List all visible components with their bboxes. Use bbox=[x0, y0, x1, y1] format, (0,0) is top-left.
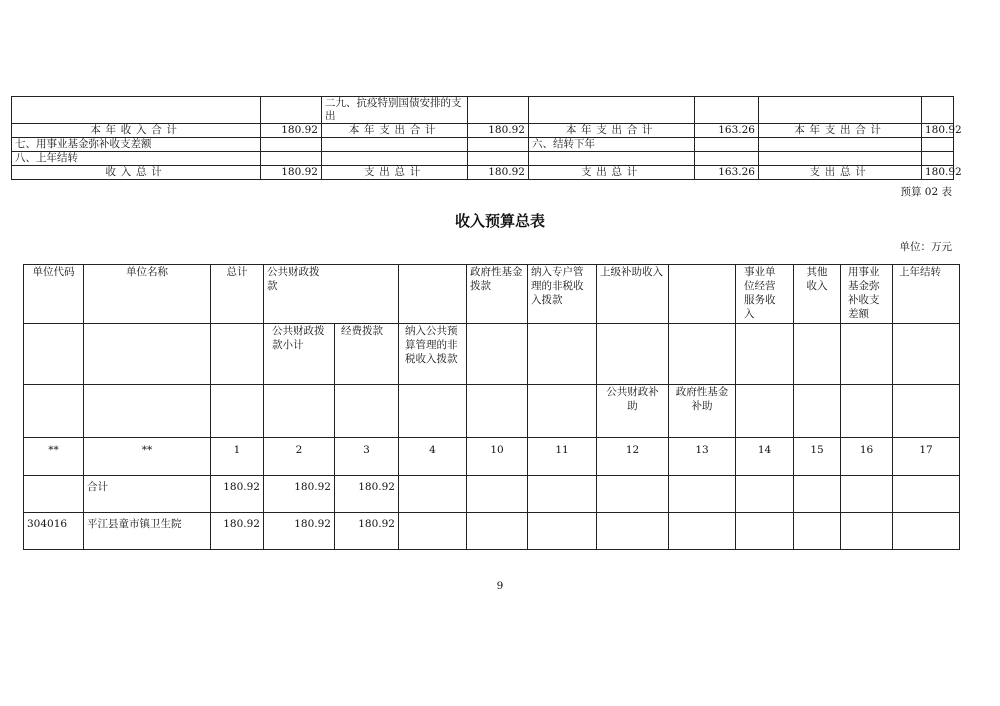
expense-allocation-cell: 180.92 bbox=[335, 476, 399, 513]
header-non-tax: 纳入公共预算管理的非税收入拨款 bbox=[399, 324, 467, 385]
index-cell: 4 bbox=[399, 438, 467, 476]
index-cell: 10 bbox=[467, 438, 528, 476]
header-public-fiscal-subtotal: 公共财政拨款小计 bbox=[264, 324, 335, 385]
expense-grand-total-label: 支出总计 bbox=[529, 166, 695, 180]
header-public-fiscal-subsidy: 公共财政补助 bbox=[597, 385, 669, 438]
income-item: 八、上年结转 bbox=[12, 152, 261, 166]
expense-total-value: 163.26 bbox=[695, 124, 759, 138]
expense-grand-total-value: 163.26 bbox=[695, 166, 759, 180]
index-cell: 11 bbox=[528, 438, 597, 476]
header-row bbox=[24, 265, 960, 324]
index-row bbox=[24, 438, 960, 476]
table-code: 预算 02 表 bbox=[900, 186, 952, 198]
page-number: 9 bbox=[496, 580, 504, 592]
header-unit-name: 单位名称 bbox=[84, 265, 211, 324]
index-cell: 13 bbox=[669, 438, 736, 476]
index-cell: 2 bbox=[264, 438, 335, 476]
unit-name-cell: 合计 bbox=[84, 476, 211, 513]
header-business-income: 事业单位经营服务收入 bbox=[736, 265, 794, 324]
header-fund-balance: 用事业基金弥补收支差额 bbox=[841, 265, 893, 324]
header-gov-fund: 政府性基金拨款 bbox=[467, 265, 528, 324]
income-grand-total-value: 180.92 bbox=[261, 166, 322, 180]
expense-total-value: 180.92 bbox=[922, 124, 954, 138]
unit-name-cell: 平江县童市镇卫生院 bbox=[84, 513, 211, 550]
header-superior-subsidy: 上级补助收入 bbox=[597, 265, 669, 324]
expense-grand-total-value: 180.92 bbox=[922, 166, 954, 180]
header-special-non-tax: 纳入专户管理的非税收入拨款 bbox=[528, 265, 597, 324]
index-cell: 16 bbox=[841, 438, 893, 476]
unit-label: 单位：万元 bbox=[899, 241, 952, 253]
table-row bbox=[12, 166, 954, 180]
expense-total-label: 本年支出合计 bbox=[759, 124, 922, 138]
index-cell: 12 bbox=[597, 438, 669, 476]
index-cell: ** bbox=[24, 438, 84, 476]
table-row bbox=[12, 152, 954, 166]
expense-total-label: 本年支出合计 bbox=[322, 124, 468, 138]
table-row bbox=[12, 124, 954, 138]
header-row bbox=[24, 324, 960, 385]
expense-grand-total-label: 支出总计 bbox=[322, 166, 468, 180]
public-subtotal-cell: 180.92 bbox=[264, 513, 335, 550]
income-budget-table bbox=[23, 264, 960, 550]
unit-code-cell: 304016 bbox=[24, 513, 84, 550]
index-cell: 1 bbox=[211, 438, 264, 476]
total-cell: 180.92 bbox=[211, 513, 264, 550]
table-row bbox=[12, 138, 954, 152]
table-row bbox=[24, 513, 960, 550]
expense-item: 二九、抗疫特别国债安排的支出 bbox=[322, 97, 468, 124]
unit-code-cell bbox=[24, 476, 84, 513]
total-cell: 180.92 bbox=[211, 476, 264, 513]
expense-item: 六、结转下年 bbox=[529, 138, 695, 152]
index-cell: 15 bbox=[794, 438, 841, 476]
expense-summary-continuation-table bbox=[11, 96, 962, 180]
income-grand-total-label: 收入总计 bbox=[12, 166, 261, 180]
table-row bbox=[12, 97, 954, 124]
header-prev-year: 上年结转 bbox=[893, 265, 960, 324]
expense-allocation-cell: 180.92 bbox=[335, 513, 399, 550]
header-gov-fund-subsidy: 政府性基金补助 bbox=[669, 385, 736, 438]
income-item: 七、用事业基金弥补收支差额 bbox=[12, 138, 261, 152]
header-unit-code: 单位代码 bbox=[24, 265, 84, 324]
table-row bbox=[24, 476, 960, 513]
index-cell: 14 bbox=[736, 438, 794, 476]
header-expense-allocation: 经费拨款 bbox=[335, 324, 399, 385]
income-total-value: 180.92 bbox=[261, 124, 322, 138]
public-subtotal-cell: 180.92 bbox=[264, 476, 335, 513]
header-row bbox=[24, 385, 960, 438]
expense-grand-total-value: 180.92 bbox=[468, 166, 529, 180]
header-public-fiscal: 公共财政拨款 bbox=[264, 265, 399, 324]
income-total-label: 本年收入合计 bbox=[12, 124, 261, 138]
header-total: 总计 bbox=[211, 265, 264, 324]
index-cell: 17 bbox=[893, 438, 960, 476]
index-cell: ** bbox=[84, 438, 211, 476]
expense-total-label: 本年支出合计 bbox=[529, 124, 695, 138]
index-cell: 3 bbox=[335, 438, 399, 476]
expense-total-value: 180.92 bbox=[468, 124, 529, 138]
header-other-income: 其他收入 bbox=[794, 265, 841, 324]
expense-grand-total-label: 支出总计 bbox=[759, 166, 922, 180]
page-title: 收入预算总表 bbox=[454, 212, 545, 230]
